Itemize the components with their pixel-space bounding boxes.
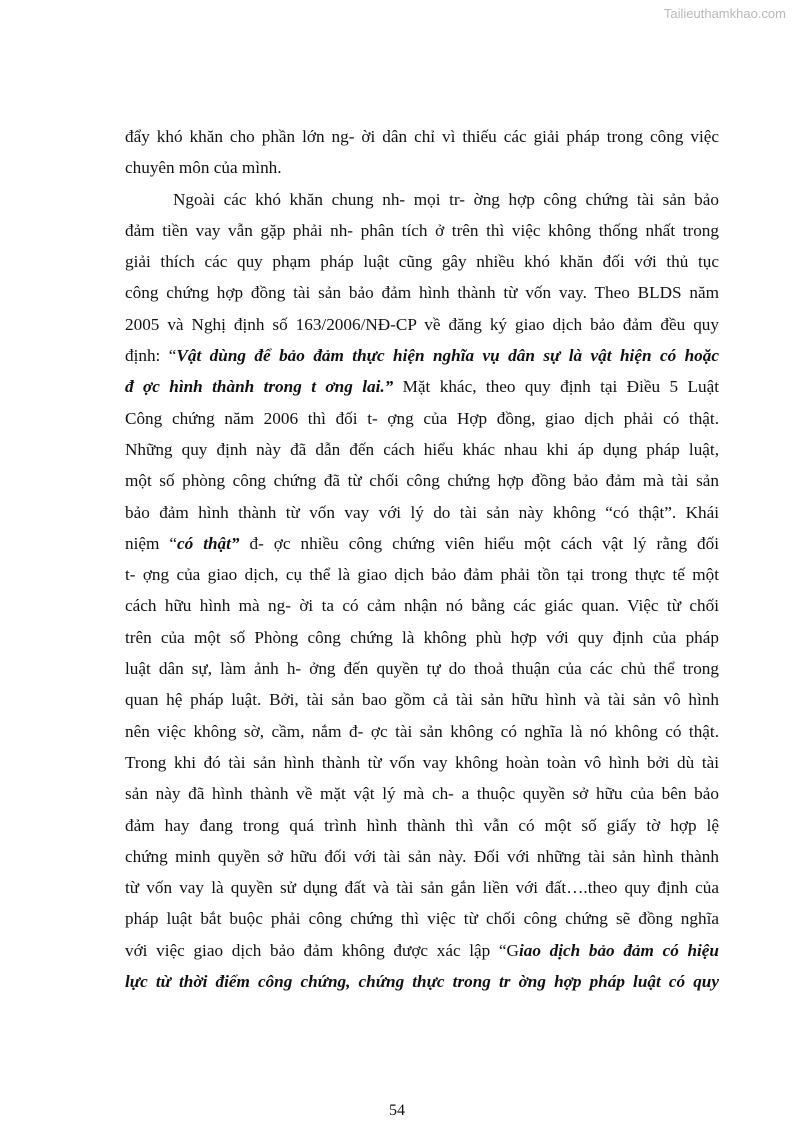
- text-line: [125, 309, 719, 340]
- text-segment: Công chứng năm 2006 thì đối t- ợng của Hợp đồng, giao dịch phải có thật.: [125, 408, 719, 428]
- text-segment: bảo đảm hình thành từ vốn vay với lý do tài sản này không “có thật”. Khái: [125, 502, 719, 522]
- watermark-text: Tailieuthamkhao.com: [663, 6, 786, 21]
- text-line: [125, 371, 719, 402]
- text-line: [125, 716, 719, 747]
- text-line: [125, 340, 719, 371]
- text-segment: 2005 và Nghị định số 163/2006/NĐ-CP về đăng ký giao dịch bảo đảm đều quy: [125, 314, 719, 334]
- text-segment: pháp luật bắt buộc phải công chứng thì việc từ chối công chứng sẽ đồng nghĩa: [125, 909, 719, 929]
- text-segment: một số phòng công chứng đã từ chối công chứng hợp đồng bảo đảm mà tài sản: [125, 471, 719, 491]
- text-line: [125, 121, 719, 152]
- emphasized-text: đ ợc hình thành trong t ơng lai.”: [125, 377, 394, 397]
- text-line: [125, 246, 719, 277]
- text-segment: nên việc không sờ, cầm, nắm đ- ợc tài sản không có nghĩa là nó không có thật.: [125, 721, 719, 741]
- text-segment: đảm tiền vay vẫn gặp phải nh- phân tích ở trên thì việc không thống nhất trong: [125, 220, 719, 240]
- text-segment: trên của một số Phòng công chứng là không phù hợp với quy định của pháp: [125, 627, 719, 647]
- text-line: [125, 403, 719, 434]
- text-line: [125, 559, 719, 590]
- text-line: [125, 434, 719, 465]
- text-segment: đẩy khó khăn cho phần lớn ng- ời dân chỉ vì thiếu các giải pháp trong công việc: [125, 127, 719, 146]
- text-segment: sản này đã hình thành về mặt vật lý mà ch- a thuộc quyền sở hữu của bên bảo: [125, 784, 719, 804]
- text-line: [125, 966, 719, 997]
- text-segment: từ vốn vay là quyền sử dụng đất và tài sản gắn liền với đất….theo quy định của: [125, 878, 719, 898]
- text-segment: chuyên môn của mình.: [125, 158, 282, 178]
- emphasized-text: lực từ thời điểm công chứng, chứng thực trong tr ờng hợp pháp luật có quy: [125, 972, 719, 992]
- text-segment: với việc giao dịch bảo đảm không được xác lập “G: [125, 940, 519, 960]
- emphasized-text: có thật”: [177, 533, 240, 553]
- text-segment: luật dân sự, làm ảnh h- ởng đến quyền tự do thoả thuận của các chủ thể trong: [125, 659, 719, 679]
- page-number: 54: [389, 1102, 405, 1119]
- text-line: [125, 277, 719, 308]
- text-segment: đ- ợc nhiều công chứng viên hiểu một cách vật lý rằng đối: [239, 533, 720, 553]
- text-line: [125, 152, 719, 183]
- emphasized-text: iao dịch bảo đảm có hiệu: [518, 940, 719, 960]
- text-segment: Ngoài các khó khăn chung nh- mọi tr- ờng hợp công chứng tài sản bảo: [173, 189, 719, 209]
- text-line: [125, 653, 719, 684]
- text-line: [125, 528, 719, 559]
- text-line: [125, 778, 719, 809]
- text-line: [125, 841, 719, 872]
- text-line: [125, 747, 719, 778]
- text-line: [125, 872, 719, 903]
- text-segment: quan hệ pháp luật. Bởi, tài sản bao gồm cả tài sản hữu hình và tài sản vô hình: [125, 690, 719, 710]
- text-segment: Những quy định này đã dẫn đến cách hiểu khác nhau khi áp dụng pháp luật,: [125, 439, 719, 459]
- text-segment: niệm “: [125, 533, 177, 553]
- text-segment: đảm hay đang trong quá trình hình thành thì vẫn có một số giấy tờ hợp lệ: [125, 815, 719, 835]
- text-line: [125, 184, 719, 215]
- body-text: [125, 121, 719, 997]
- text-line: [125, 465, 719, 496]
- text-line: [125, 497, 719, 528]
- text-segment: công chứng hợp đồng tài sản bảo đảm hình thành từ vốn vay. Theo BLDS năm: [125, 283, 719, 303]
- text-line: [125, 903, 719, 934]
- text-line: [125, 215, 719, 246]
- text-segment: Mặt khác, theo quy định tại Điều 5 Luật: [393, 377, 719, 397]
- text-line: [125, 935, 719, 966]
- text-line: [125, 684, 719, 715]
- text-segment: định: “: [125, 346, 177, 366]
- text-segment: Trong khi đó tài sản hình thành từ vốn vay không hoàn toàn vô hình bởi dù tài: [125, 752, 719, 772]
- text-line: [125, 590, 719, 621]
- text-line: [125, 622, 719, 653]
- text-segment: chứng minh quyền sở hữu đối với tài sản này. Đối với những tài sản hình thành: [125, 846, 719, 866]
- text-segment: t- ợng của giao dịch, cụ thể là giao dịch bảo đảm phải tồn tại trong thực tế một: [125, 565, 719, 585]
- text-segment: cách hữu hình mà ng- ời ta có cảm nhận nó bằng các giác quan. Việc từ chối: [125, 596, 719, 616]
- text-segment: giải thích các quy phạm pháp luật cũng gây nhiều khó khăn đối với thủ tục: [125, 252, 719, 272]
- emphasized-text: Vật dùng để bảo đảm thực hiện nghĩa vụ dân sự là vật hiện có hoặc: [176, 346, 719, 366]
- text-line: [125, 810, 719, 841]
